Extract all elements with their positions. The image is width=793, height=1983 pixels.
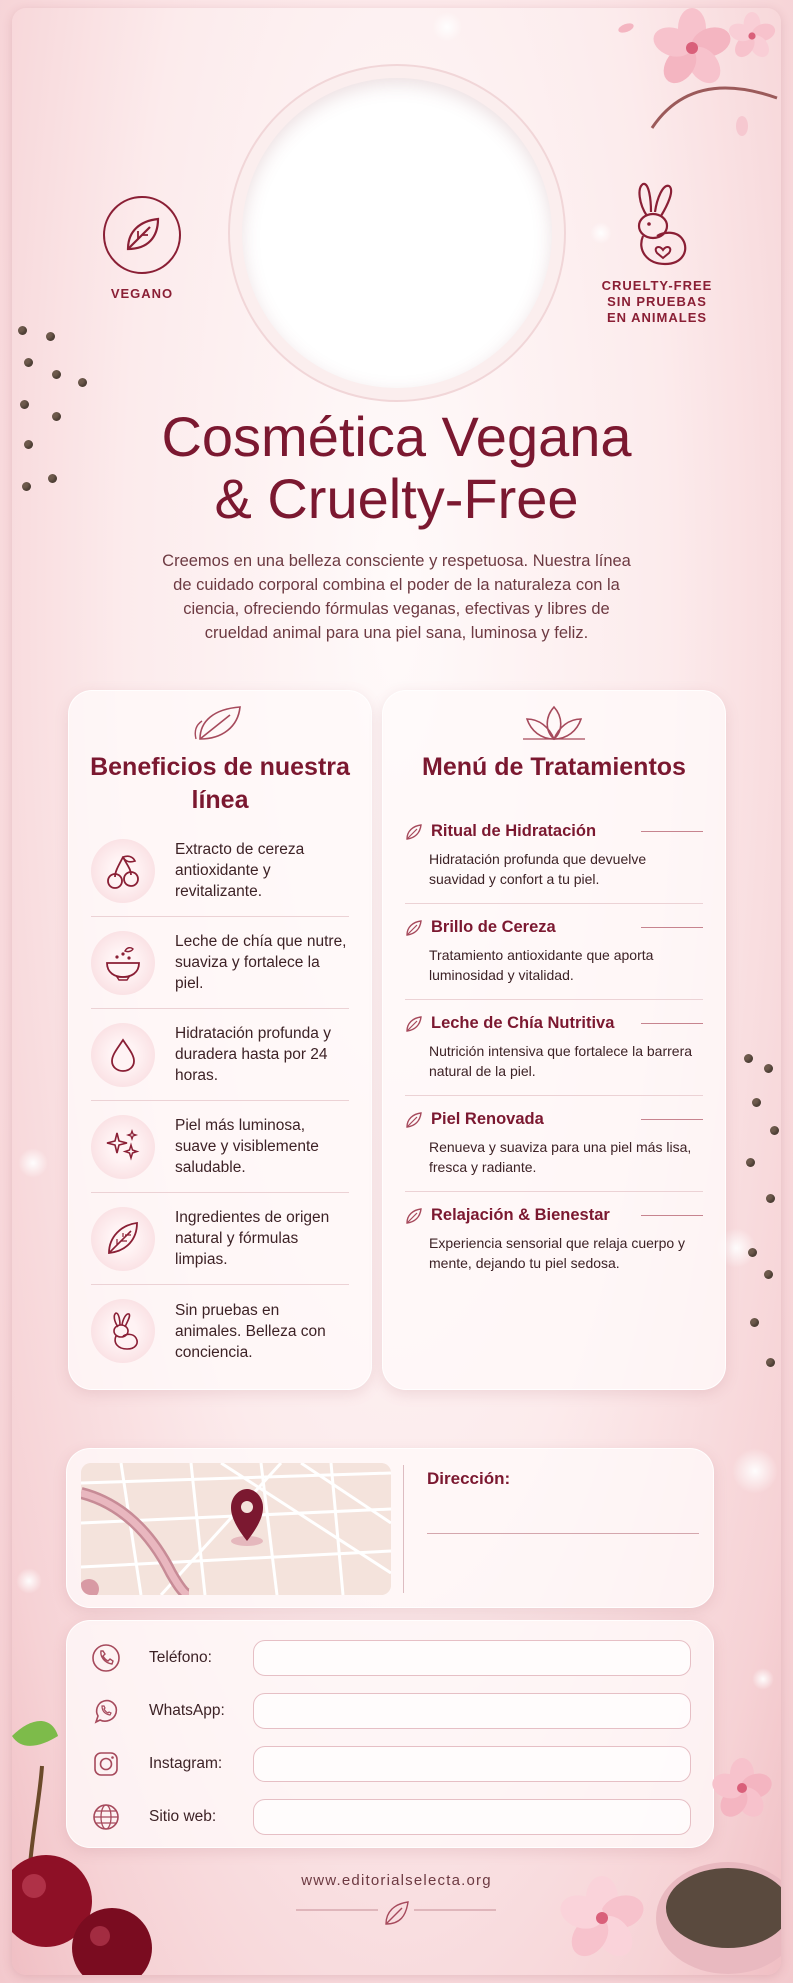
water-drop-icon bbox=[91, 1023, 155, 1087]
leaf-divider-icon bbox=[296, 1898, 496, 1928]
benefit-text: Leche de chía que nutre, suaviza y fortalece la piel. bbox=[175, 933, 347, 992]
chia-seed bbox=[764, 1270, 773, 1279]
leaf-bullet-icon bbox=[405, 1207, 423, 1225]
cherry-blossom-decoration bbox=[612, 8, 781, 148]
leaf-bullet-icon bbox=[405, 823, 423, 841]
treatment-divider bbox=[641, 1119, 703, 1120]
bokeh-light bbox=[18, 1148, 48, 1178]
map-image bbox=[81, 1463, 391, 1595]
chia-seed bbox=[750, 1318, 759, 1327]
benefit-item bbox=[91, 1101, 349, 1193]
chia-seed bbox=[46, 332, 55, 341]
chia-seed bbox=[24, 440, 33, 449]
treatment-description: Experiencia sensorial que relaja cuerpo y mente, dejando tu piel sedosa. bbox=[429, 1235, 686, 1271]
page-title bbox=[72, 406, 721, 530]
benefit-item bbox=[91, 1009, 349, 1101]
treatments-title: Menú de Tratamientos bbox=[422, 753, 686, 781]
contact-label: Sitio web: bbox=[149, 1807, 217, 1825]
leaf-bullet-icon bbox=[405, 1015, 423, 1033]
treatment-name: Piel Renovada bbox=[431, 1110, 544, 1128]
treatment-item bbox=[405, 1000, 703, 1096]
treatment-item bbox=[405, 1192, 703, 1287]
chia-bowl-icon bbox=[91, 931, 155, 995]
chia-seed bbox=[48, 474, 57, 483]
vegan-leaf-icon bbox=[103, 196, 181, 274]
address-divider bbox=[403, 1465, 404, 1593]
bokeh-light bbox=[16, 1568, 42, 1594]
benefits-list bbox=[69, 825, 371, 1377]
cherries-decoration bbox=[12, 1696, 162, 1975]
door-hanger-hole bbox=[242, 78, 552, 388]
benefit-text: Sin pruebas en animales. Belleza con conciencia. bbox=[175, 1301, 326, 1361]
chia-seed bbox=[746, 1158, 755, 1167]
leaf-bullet-icon bbox=[405, 1111, 423, 1129]
treatment-item bbox=[405, 1096, 703, 1192]
contact-input[interactable] bbox=[253, 1693, 691, 1729]
bokeh-light bbox=[732, 1448, 778, 1494]
vegan-label: VEGANO bbox=[110, 286, 174, 301]
chia-seed bbox=[766, 1358, 775, 1367]
door-hanger-card bbox=[12, 8, 781, 1975]
treatment-description: Tratamiento antioxidante que aporta luminosidad y vitalidad. bbox=[429, 947, 654, 983]
chia-seed bbox=[20, 400, 29, 409]
chia-seed bbox=[18, 326, 27, 335]
address-box bbox=[66, 1448, 714, 1608]
bokeh-light bbox=[432, 12, 462, 42]
bokeh-light bbox=[752, 1668, 774, 1690]
website-url[interactable]: www.editorialselecta.org bbox=[301, 1872, 492, 1889]
treatment-name: Relajación & Bienestar bbox=[431, 1206, 610, 1224]
contact-label: WhatsApp: bbox=[149, 1701, 225, 1719]
chia-seed bbox=[764, 1064, 773, 1073]
chia-seed bbox=[770, 1126, 779, 1135]
chia-seed bbox=[52, 412, 61, 421]
title-line-2: & Cruelty-Free bbox=[214, 467, 579, 530]
leaf-bullet-icon bbox=[405, 919, 423, 937]
leaf-ornament-icon bbox=[192, 703, 248, 743]
treatment-name: Leche de Chía Nutritiva bbox=[431, 1014, 615, 1032]
cruelty-free-badge bbox=[592, 180, 722, 326]
lotus-ornament-icon bbox=[519, 703, 589, 743]
treatment-description: Renueva y suaviza para una piel más lisa, fresca y radiante. bbox=[429, 1139, 692, 1175]
contact-label: Instagram: bbox=[149, 1754, 223, 1772]
benefit-item bbox=[91, 825, 349, 917]
benefit-text: Extracto de cereza antioxidante y revitalizante. bbox=[175, 841, 305, 900]
treatment-divider bbox=[641, 1023, 703, 1024]
phone-icon bbox=[91, 1643, 121, 1673]
cruelty-free-label: CRUELTY-FREE SIN PRUEBAS EN ANIMALES bbox=[601, 278, 713, 325]
cherry-icon bbox=[91, 839, 155, 903]
vegan-badge bbox=[92, 196, 192, 302]
benefits-title: Beneficios de nuestra línea bbox=[90, 753, 350, 814]
benefit-item bbox=[91, 917, 349, 1009]
contact-row bbox=[67, 1684, 713, 1737]
chia-seed bbox=[24, 358, 33, 367]
contact-row bbox=[67, 1631, 713, 1684]
contact-label: Teléfono: bbox=[149, 1648, 212, 1666]
chia-seed bbox=[78, 378, 87, 387]
chia-seed bbox=[52, 370, 61, 379]
chia-seed bbox=[22, 482, 31, 491]
treatments-list bbox=[383, 808, 725, 1287]
intro-paragraph: Creemos en una belleza consciente y respetuosa. Nuestra línea de cuidado corporal combina el poder de la naturaleza con la ciencia, ofreciendo fórmulas veganas, efectivas y libres de crueldad animal para una piel sana, luminosa y feliz. bbox=[162, 552, 631, 642]
benefit-text: Ingredientes de origen natural y fórmulas limpias. bbox=[175, 1209, 330, 1268]
benefit-text: Hidratación profunda y duradera hasta por 24 horas. bbox=[175, 1025, 331, 1084]
rabbit-heart-icon bbox=[617, 180, 697, 270]
benefit-text: Piel más luminosa, suave y visiblemente saludable. bbox=[175, 1117, 319, 1176]
treatment-divider bbox=[641, 927, 703, 928]
benefit-item bbox=[91, 1193, 349, 1285]
title-line-1: Cosmética Vegana bbox=[161, 405, 632, 468]
contact-input[interactable] bbox=[253, 1640, 691, 1676]
treatment-divider bbox=[641, 831, 703, 832]
rabbit-icon bbox=[91, 1299, 155, 1363]
treatment-divider bbox=[641, 1215, 703, 1216]
chia-seed bbox=[744, 1054, 753, 1063]
treatment-name: Brillo de Cereza bbox=[431, 918, 556, 936]
chia-bowl-decoration bbox=[552, 1748, 781, 1975]
address-input-line[interactable] bbox=[427, 1533, 699, 1534]
treatment-name: Ritual de Hidratación bbox=[431, 822, 597, 840]
leaf-icon bbox=[91, 1207, 155, 1271]
address-label: Dirección: bbox=[427, 1469, 511, 1488]
benefit-item bbox=[91, 1285, 349, 1377]
sparkles-icon bbox=[91, 1115, 155, 1179]
chia-seed bbox=[752, 1098, 761, 1107]
benefits-panel bbox=[68, 690, 372, 1390]
treatments-panel bbox=[382, 690, 726, 1390]
treatment-description: Nutrición intensiva que fortalece la barrera natural de la piel. bbox=[429, 1043, 693, 1079]
treatment-description: Hidratación profunda que devuelve suavidad y confort a tu piel. bbox=[429, 851, 647, 887]
chia-seed bbox=[748, 1248, 757, 1257]
treatment-item bbox=[405, 904, 703, 1000]
treatment-item bbox=[405, 808, 703, 904]
chia-seed bbox=[766, 1194, 775, 1203]
